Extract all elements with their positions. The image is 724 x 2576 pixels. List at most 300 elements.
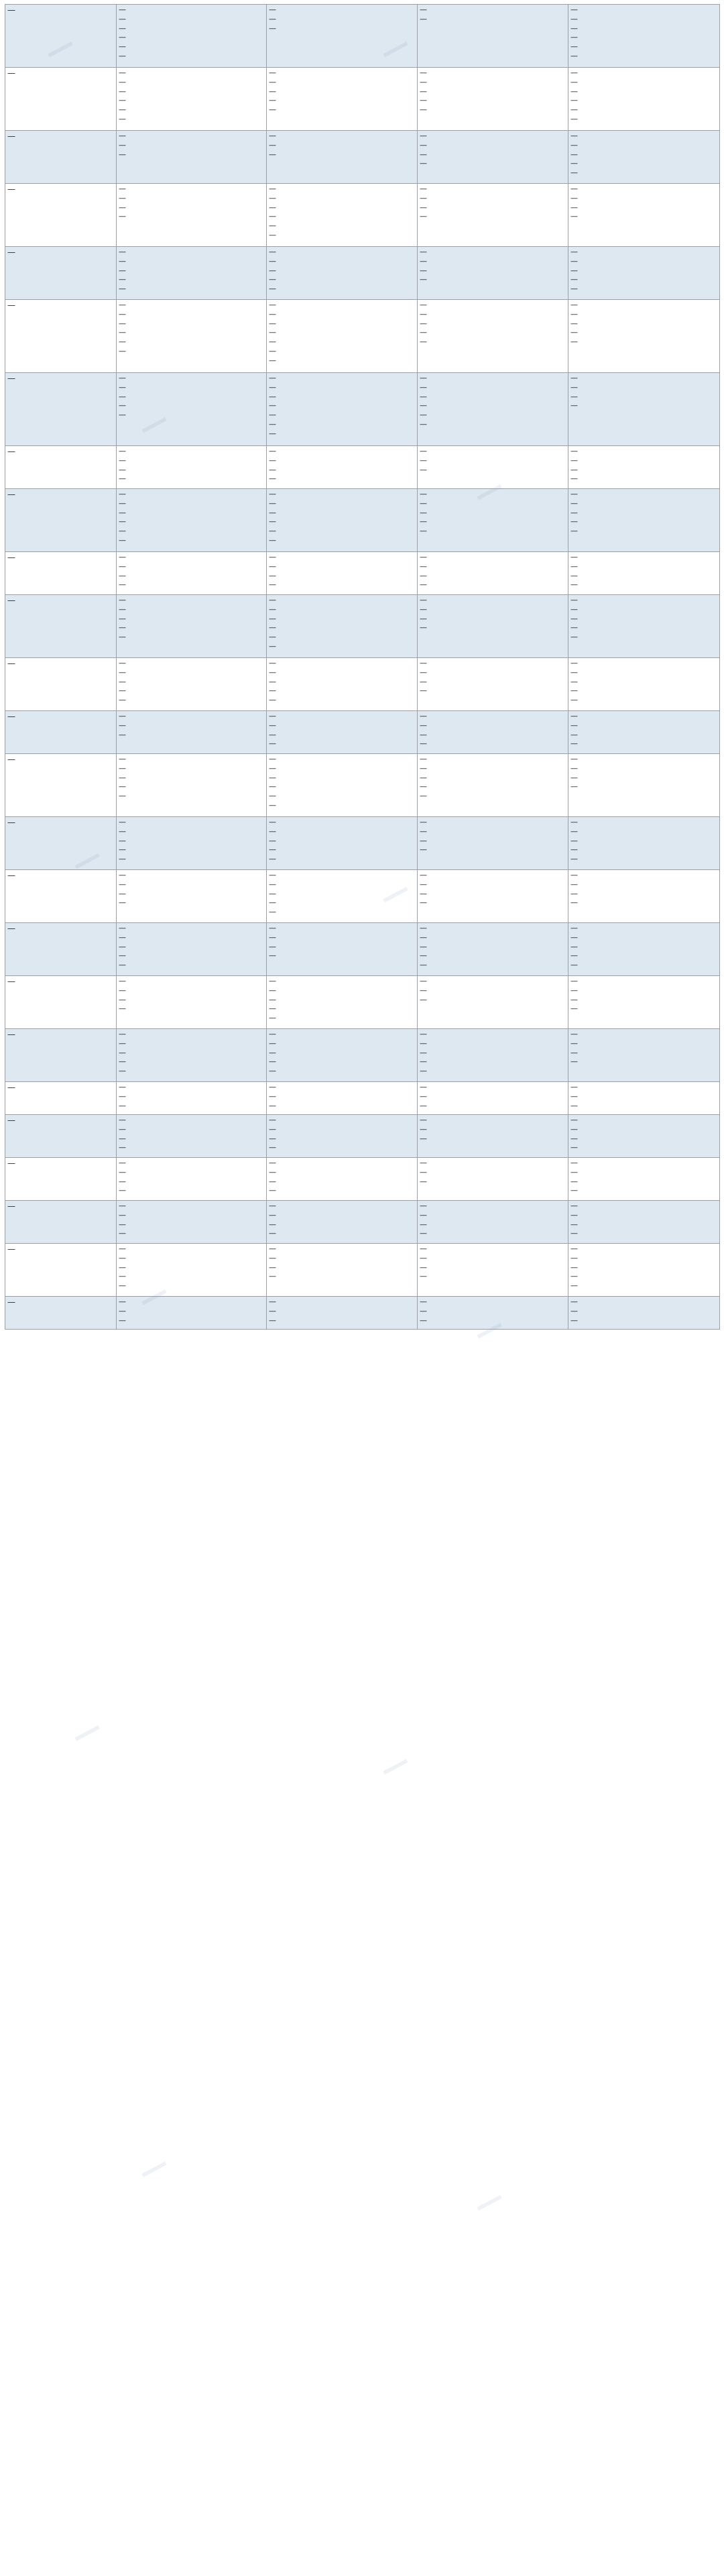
major-name: —	[7, 1201, 15, 1211]
course-entry: —	[570, 623, 578, 633]
course-entry: —	[570, 266, 578, 275]
course-entry: —	[420, 328, 427, 337]
course-entry: —	[420, 1048, 427, 1057]
course-entry: —	[269, 977, 276, 985]
course-entry: —	[570, 401, 578, 411]
course-entry: —	[420, 319, 427, 328]
course-entry: —	[119, 712, 126, 720]
course-entry: —	[119, 720, 126, 730]
course-entry: —	[570, 1101, 578, 1110]
major-row	[5, 658, 720, 711]
course-entry: —	[420, 1316, 427, 1325]
course-column-cell	[267, 5, 418, 68]
course-column-cell	[117, 446, 267, 489]
course-entry: —	[269, 346, 276, 356]
course-column-cell	[267, 817, 418, 870]
major-row	[5, 1029, 720, 1082]
course-entry: —	[420, 5, 427, 14]
course-entry: —	[119, 1091, 126, 1101]
course-entry: —	[570, 773, 578, 782]
major-name-cell	[5, 446, 117, 489]
major-row	[5, 754, 720, 817]
major-name: —	[7, 977, 15, 986]
course-column-cell	[568, 1082, 720, 1115]
course-entry: —	[269, 68, 276, 77]
course-column-cell	[267, 131, 418, 184]
course-column-cell	[418, 300, 568, 373]
course-entry: —	[269, 474, 276, 484]
course-entry: —	[570, 392, 578, 401]
course-entry: —	[420, 561, 427, 571]
course-entry: —	[420, 818, 427, 826]
course-column-cell	[117, 1082, 267, 1115]
course-entry: —	[269, 5, 276, 14]
course-entry: —	[420, 889, 427, 898]
course-entry: —	[269, 1159, 276, 1167]
course-column-cell	[568, 923, 720, 976]
course-entry: —	[420, 1057, 427, 1067]
course-entry: —	[570, 23, 578, 33]
course-entry: —	[420, 498, 427, 508]
course-column-cell	[267, 489, 418, 552]
course-entry: —	[119, 33, 126, 42]
course-column-cell	[267, 976, 418, 1029]
major-name: —	[7, 131, 15, 141]
course-entry: —	[420, 951, 427, 961]
course-entry: —	[570, 87, 578, 96]
course-entry: —	[570, 256, 578, 266]
course-entry: —	[119, 633, 126, 641]
course-entry: —	[119, 1116, 126, 1124]
course-entry: —	[269, 1083, 276, 1091]
course-column-cell	[418, 658, 568, 711]
course-column-cell	[267, 1029, 418, 1082]
course-entry: —	[570, 677, 578, 686]
course-entry: —	[570, 309, 578, 319]
major-name: —	[7, 248, 15, 257]
course-column-cell	[568, 68, 720, 131]
course-entry: —	[119, 836, 126, 845]
course-entry: —	[269, 248, 276, 256]
course-entry: —	[570, 1220, 578, 1229]
course-entry: —	[269, 14, 276, 23]
course-entry: —	[570, 337, 578, 346]
course-column-cell	[117, 976, 267, 1029]
course-entry: —	[269, 712, 276, 720]
course-entry: —	[570, 1177, 578, 1186]
watermark-text: —	[132, 2145, 175, 2190]
course-entry: —	[269, 498, 276, 508]
course-entry: —	[420, 730, 427, 739]
course-entry: —	[570, 474, 578, 484]
course-entry: —	[119, 614, 126, 623]
course-column-cell	[117, 68, 267, 131]
course-entry: —	[570, 961, 578, 969]
course-entry: —	[570, 131, 578, 140]
course-entry: —	[420, 667, 427, 677]
course-column-cell	[267, 68, 418, 131]
course-entry: —	[269, 879, 276, 889]
course-entry: —	[119, 77, 126, 87]
course-entry: —	[420, 623, 427, 633]
course-entry: —	[570, 1159, 578, 1167]
course-column-cell	[117, 1158, 267, 1201]
major-name-cell	[5, 1158, 117, 1201]
course-column-cell	[117, 184, 267, 247]
course-entry: —	[420, 87, 427, 96]
watermark-text: —	[467, 2179, 510, 2224]
course-entry: —	[119, 1186, 126, 1195]
course-column-cell	[117, 131, 267, 184]
course-entry: —	[119, 301, 126, 309]
major-row	[5, 923, 720, 976]
course-entry: —	[269, 677, 276, 686]
course-entry: —	[420, 659, 427, 667]
major-name: —	[7, 1083, 15, 1092]
course-entry: —	[570, 212, 578, 221]
major-name-cell	[5, 5, 117, 68]
course-entry: —	[119, 248, 126, 256]
course-entry: —	[119, 871, 126, 879]
course-column-cell	[418, 552, 568, 595]
course-column-cell	[568, 817, 720, 870]
course-entry: —	[420, 1253, 427, 1263]
course-entry: —	[570, 1048, 578, 1057]
course-entry: —	[570, 730, 578, 739]
course-entry: —	[420, 1083, 427, 1091]
major-name-cell	[5, 1082, 117, 1115]
course-entry: —	[420, 1030, 427, 1038]
course-entry: —	[119, 755, 126, 763]
course-entry: —	[269, 212, 276, 221]
course-column-cell	[568, 1201, 720, 1244]
major-name-cell	[5, 1029, 117, 1082]
course-entry: —	[119, 105, 126, 114]
course-entry: —	[570, 248, 578, 256]
course-entry: —	[119, 773, 126, 782]
course-entry: —	[570, 995, 578, 1004]
major-row	[5, 870, 720, 923]
course-entry: —	[269, 686, 276, 696]
major-name: —	[7, 447, 15, 456]
course-entry: —	[420, 337, 427, 346]
course-entry: —	[420, 773, 427, 782]
course-entry: —	[269, 763, 276, 773]
course-entry: —	[119, 1272, 126, 1281]
course-entry: —	[570, 51, 578, 60]
course-entry: —	[269, 792, 276, 800]
course-entry: —	[269, 826, 276, 836]
course-column-cell	[568, 711, 720, 754]
course-entry: —	[119, 374, 126, 382]
course-entry: —	[420, 490, 427, 498]
course-entry: —	[269, 898, 276, 908]
major-name: —	[7, 68, 15, 78]
course-entry: —	[269, 553, 276, 561]
course-entry: —	[420, 14, 427, 23]
course-entry: —	[119, 508, 126, 517]
course-entry: —	[119, 659, 126, 667]
course-column-cell	[568, 1029, 720, 1082]
course-entry: —	[420, 508, 427, 517]
course-entry: —	[570, 1272, 578, 1281]
course-entry: —	[269, 23, 276, 33]
course-entry: —	[119, 1048, 126, 1057]
course-entry: —	[119, 977, 126, 985]
course-entry: —	[119, 1244, 126, 1253]
course-entry: —	[269, 782, 276, 792]
major-name-cell	[5, 68, 117, 131]
course-entry: —	[119, 845, 126, 855]
course-entry: —	[570, 1297, 578, 1306]
course-entry: —	[570, 68, 578, 77]
course-entry: —	[420, 871, 427, 879]
course-entry: —	[570, 42, 578, 51]
course-column-cell	[117, 870, 267, 923]
course-column-cell	[117, 754, 267, 817]
course-entry: —	[119, 256, 126, 266]
course-entry: —	[119, 68, 126, 77]
course-column-cell	[117, 1115, 267, 1158]
course-entry: —	[269, 596, 276, 604]
course-entry: —	[269, 465, 276, 474]
course-entry: —	[570, 1229, 578, 1238]
course-entry: —	[119, 1083, 126, 1091]
course-entry: —	[570, 932, 578, 942]
course-entry: —	[269, 623, 276, 633]
course-entry: —	[269, 301, 276, 309]
course-entry: —	[269, 356, 276, 365]
course-entry: —	[570, 898, 578, 908]
course-entry: —	[269, 1272, 276, 1281]
course-column-cell	[267, 1158, 418, 1201]
course-entry: —	[119, 623, 126, 633]
course-entry: —	[570, 696, 578, 704]
course-entry: —	[269, 1244, 276, 1253]
course-entry: —	[269, 995, 276, 1004]
major-name-cell	[5, 1201, 117, 1244]
course-entry: —	[420, 131, 427, 140]
course-entry: —	[420, 932, 427, 942]
course-entry: —	[119, 792, 126, 800]
course-entry: —	[119, 23, 126, 33]
course-entry: —	[119, 498, 126, 508]
course-entry: —	[269, 140, 276, 150]
course-entry: —	[420, 826, 427, 836]
course-entry: —	[119, 951, 126, 961]
course-entry: —	[570, 96, 578, 105]
course-entry: —	[119, 5, 126, 14]
course-entry: —	[269, 508, 276, 517]
course-column-cell	[418, 595, 568, 658]
major-name: —	[7, 184, 15, 194]
course-entry: —	[269, 328, 276, 337]
course-entry: —	[119, 553, 126, 561]
course-column-cell	[418, 5, 568, 68]
course-entry: —	[570, 319, 578, 328]
course-entry: —	[269, 193, 276, 203]
course-entry: —	[119, 696, 126, 704]
course-entry: —	[570, 1143, 578, 1152]
course-entry: —	[570, 203, 578, 212]
course-column-cell	[267, 658, 418, 711]
course-entry: —	[570, 1057, 578, 1067]
major-name-cell	[5, 1115, 117, 1158]
course-entry: —	[269, 633, 276, 641]
course-entry: —	[269, 561, 276, 571]
course-entry: —	[269, 739, 276, 749]
major-name-cell	[5, 711, 117, 754]
course-entry: —	[119, 1143, 126, 1152]
course-entry: —	[420, 739, 427, 749]
course-entry: —	[119, 309, 126, 319]
course-entry: —	[420, 782, 427, 792]
course-entry: —	[119, 571, 126, 580]
course-entry: —	[119, 382, 126, 392]
major-name-cell	[5, 247, 117, 300]
course-entry: —	[420, 193, 427, 203]
course-entry: —	[269, 1220, 276, 1229]
course-entry: —	[119, 319, 126, 328]
course-entry: —	[119, 1210, 126, 1220]
course-entry: —	[570, 140, 578, 150]
course-column-cell	[267, 247, 418, 300]
course-entry: —	[420, 792, 427, 800]
course-entry: —	[269, 730, 276, 739]
course-column-cell	[568, 131, 720, 184]
course-column-cell	[117, 552, 267, 595]
course-column-cell	[267, 1115, 418, 1158]
course-entry: —	[119, 527, 126, 535]
course-entry: —	[570, 14, 578, 23]
course-entry: —	[269, 1263, 276, 1272]
major-name: —	[7, 1116, 15, 1125]
course-entry: —	[269, 337, 276, 346]
major-row	[5, 1115, 720, 1158]
course-column-cell	[418, 1297, 568, 1330]
course-column-cell	[418, 754, 568, 817]
course-entry: —	[119, 266, 126, 275]
course-entry: —	[420, 614, 427, 623]
course-entry: —	[570, 818, 578, 826]
course-entry: —	[269, 1306, 276, 1316]
course-entry: —	[269, 309, 276, 319]
course-entry: —	[269, 490, 276, 498]
course-column-cell	[117, 817, 267, 870]
course-column-cell	[418, 446, 568, 489]
course-entry: —	[119, 667, 126, 677]
course-column-cell	[267, 300, 418, 373]
course-entry: —	[119, 782, 126, 792]
major-name: —	[7, 5, 15, 15]
course-entry: —	[269, 1004, 276, 1014]
course-entry: —	[570, 951, 578, 961]
course-entry: —	[570, 159, 578, 168]
course-entry: —	[119, 995, 126, 1004]
course-entry: —	[119, 114, 126, 123]
course-entry: —	[570, 1116, 578, 1124]
course-entry: —	[570, 1134, 578, 1143]
course-entry: —	[420, 995, 427, 1004]
course-column-cell	[267, 923, 418, 976]
course-entry: —	[269, 580, 276, 590]
course-entry: —	[119, 392, 126, 401]
course-entry: —	[570, 580, 578, 590]
course-entry: —	[420, 1116, 427, 1124]
course-entry: —	[420, 96, 427, 105]
major-row	[5, 817, 720, 870]
course-column-cell	[418, 184, 568, 247]
course-plan-body	[5, 5, 720, 1330]
course-entry: —	[269, 535, 276, 545]
course-entry: —	[269, 659, 276, 667]
course-entry: —	[269, 696, 276, 704]
course-entry: —	[119, 1220, 126, 1229]
watermark-text: —	[373, 1743, 416, 1788]
course-entry: —	[570, 659, 578, 667]
course-entry: —	[420, 248, 427, 256]
course-entry: —	[269, 1201, 276, 1210]
course-entry: —	[420, 604, 427, 614]
course-entry: —	[420, 275, 427, 284]
major-row	[5, 1244, 720, 1297]
course-column-cell	[117, 373, 267, 446]
course-entry: —	[269, 855, 276, 863]
course-entry: —	[570, 374, 578, 382]
course-column-cell	[267, 1201, 418, 1244]
major-row	[5, 1297, 720, 1330]
course-column-cell	[117, 489, 267, 552]
course-entry: —	[570, 284, 578, 293]
course-column-cell	[568, 1115, 720, 1158]
major-name: —	[7, 924, 15, 933]
course-entry: —	[119, 1201, 126, 1210]
course-entry: —	[269, 800, 276, 810]
course-entry: —	[269, 256, 276, 266]
course-entry: —	[420, 266, 427, 275]
course-entry: —	[269, 985, 276, 995]
major-name-cell	[5, 552, 117, 595]
course-column-cell	[418, 1115, 568, 1158]
course-entry: —	[420, 580, 427, 590]
course-entry: —	[570, 1210, 578, 1220]
course-column-cell	[568, 552, 720, 595]
course-column-cell	[418, 489, 568, 552]
course-column-cell	[117, 595, 267, 658]
course-entry: —	[570, 739, 578, 749]
course-column-cell	[267, 595, 418, 658]
course-entry: —	[119, 87, 126, 96]
course-entry: —	[119, 1297, 126, 1306]
course-entry: —	[119, 942, 126, 951]
course-entry: —	[570, 1186, 578, 1195]
major-row	[5, 300, 720, 373]
major-name: —	[7, 1297, 15, 1307]
course-entry: —	[119, 1134, 126, 1143]
course-entry: —	[420, 1177, 427, 1186]
course-entry: —	[119, 730, 126, 739]
major-name: —	[7, 490, 15, 499]
course-column-cell	[267, 373, 418, 446]
course-column-cell	[117, 247, 267, 300]
course-entry: —	[420, 686, 427, 696]
course-entry: —	[420, 411, 427, 419]
course-entry: —	[269, 382, 276, 392]
course-column-cell	[418, 1029, 568, 1082]
major-name-cell	[5, 1244, 117, 1297]
course-entry: —	[570, 1263, 578, 1272]
course-entry: —	[119, 1229, 126, 1238]
